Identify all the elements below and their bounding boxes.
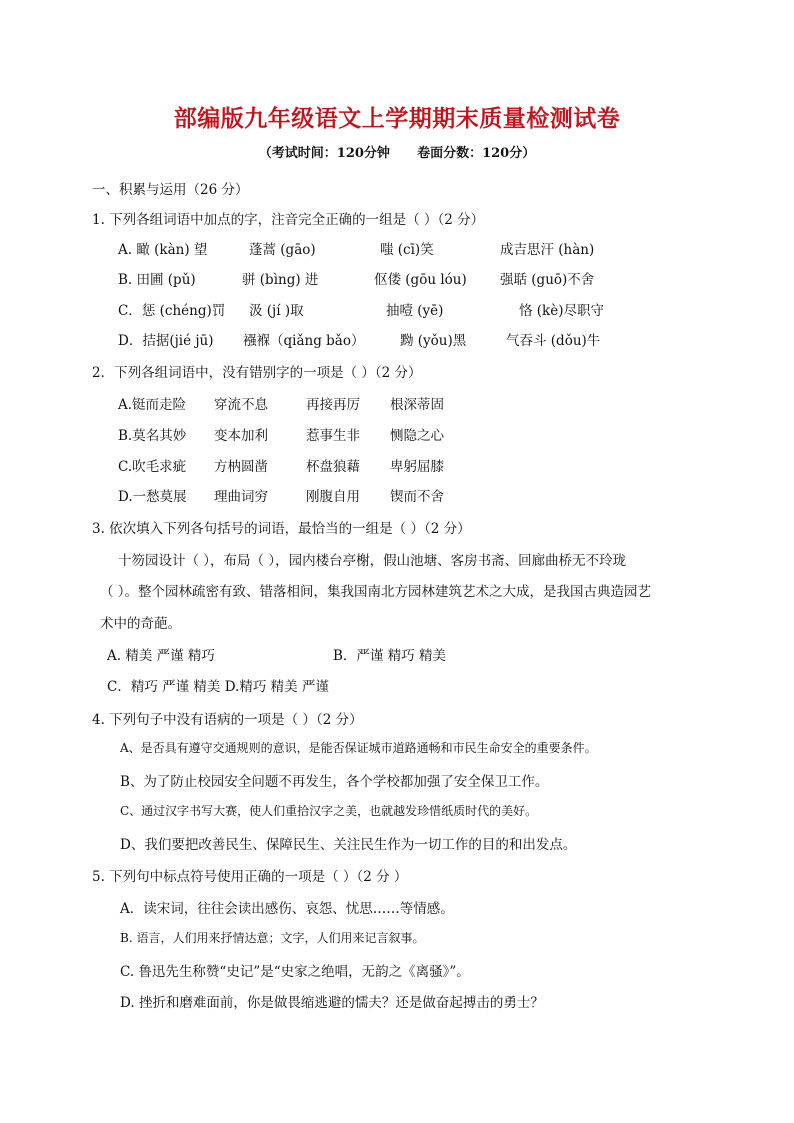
q5-option-a: A．读宋词，往往会读出感伤、哀怨、忧思……等情感。 (120, 901, 454, 917)
q2-option-a-2: 穿流不息 (214, 397, 268, 413)
q1-option-d-2: 襁褓（qiǎng bǎo） (243, 333, 365, 349)
q4-option-a: A、是否具有遵守交通规则的意识，是能否保证城市道路通畅和市民生命安全的重要条件。 (120, 741, 597, 755)
q2-option-b-3: 惹事生非 (306, 428, 360, 444)
question-1-stem: 1. 下列各组词语中加点的字，注音完全正确的一组是（ ）（2 分） (92, 212, 485, 228)
q2-option-a-3: 再接再厉 (306, 397, 360, 413)
q4-option-b: B、为了防止校园安全问题不再发生，各个学校都加强了安全保卫工作。 (120, 774, 549, 790)
q1-option-d-4: 气吞斗 (dǒu)牛 (506, 333, 601, 349)
q3-option-b: B．严谨 精巧 精美 (333, 648, 447, 664)
q3-option-c-d: C．精巧 严谨 精美 D.精巧 精美 严谨 (107, 679, 329, 695)
exam-title: 部编版九年级语文上学期期末质量检测试卷 (173, 106, 621, 132)
q1-option-b-3: 伛偻 (gōu lóu) (374, 272, 467, 288)
q3-passage-line-1: 十笏园设计（ ），布局（ ），园内楼台亭榭，假山池塘、客房书斋、回廊曲桥无不玲珑 (118, 553, 627, 569)
q2-option-b-2: 变本加利 (214, 428, 268, 444)
exam-subtitle: （考试时间：120分钟 卷面分数：120分） (258, 146, 536, 161)
q2-option-c-3: 杯盘狼藉 (306, 459, 360, 475)
q1-option-a-2: 蓬蒿 (gāo) (249, 242, 316, 258)
q1-option-a-4: 成吉思汗 (hàn) (500, 242, 595, 258)
question-5-stem: 5. 下列句中标点符号使用正确的一项是（ ）（2 分 ） (92, 869, 408, 885)
q2-option-b-1: B.莫名其妙 (118, 428, 187, 444)
q2-option-c-4: 卑躬屈膝 (390, 459, 444, 475)
question-2-stem: 2．下列各组词语中，没有错别字的一项是（ ）（2 分） (92, 365, 422, 381)
q1-option-c-2: 汲 (jí )取 (249, 303, 304, 319)
q5-option-b: B. 语言，人们用来抒情达意；文字，人们用来记言叙事。 (120, 931, 425, 945)
q1-option-d-3: 黝 (yǒu)黑 (400, 333, 467, 349)
q3-passage-line-3: 术中的奇葩。 (100, 616, 181, 632)
q2-option-d-1: D.一愁莫展 (118, 489, 187, 505)
q1-option-b-4: 强聒 (guō)不舍 (500, 272, 595, 288)
q5-option-c: C. 鲁迅先生称赞“史记”是“史家之绝唱，无韵之《离骚》”。 (120, 964, 470, 980)
q1-option-b-2: 骈 (bìng) 进 (242, 272, 319, 288)
q1-option-c-3: 抽噎 (yē) (386, 303, 444, 319)
question-3-stem: 3. 依次填入下列各句括号的词语，最恰当的一组是（ ）（2 分） (92, 521, 471, 537)
q2-option-a-1: A.铤而走险 (118, 397, 187, 413)
q4-option-c: C、通过汉字书写大赛，使人们重拾汉字之美，也就越发珍惜纸质时代的美好。 (120, 804, 538, 818)
q2-option-d-3: 刚腹自用 (306, 489, 360, 505)
q1-option-a-3: 嗤 (cī)笑 (380, 242, 434, 258)
section-heading: 一、积累与运用（26 分） (92, 182, 249, 198)
q3-passage-line-2: （ ）。整个园林疏密有致、错落相间，集我国南北方园林建筑艺术之大成，是我国古典造园艺 (100, 584, 652, 600)
q4-option-d: D、我们要把改善民生、保障民生、关注民生作为一切工作的目的和出发点。 (120, 837, 577, 853)
q2-option-d-4: 锲而不舍 (390, 489, 444, 505)
q5-option-d: D. 挫折和磨难面前，你是做畏缩逃避的懦夫？还是做奋起搏击的勇士？ (120, 995, 544, 1011)
q2-option-d-2: 理曲词穷 (214, 489, 268, 505)
q2-option-c-2: 方枘圆凿 (214, 459, 268, 475)
q3-option-a: A. 精美 严谨 精巧 (107, 648, 215, 664)
question-4-stem: 4. 下列句子中没有语病的一项是（ ）（2 分） (92, 712, 363, 728)
q2-option-a-4: 根深蒂固 (390, 397, 444, 413)
q1-option-c-4: 恪 (kè)尽职守 (519, 303, 604, 319)
q1-option-a-1: A. 瞰 (kàn) 望 (118, 242, 208, 258)
q1-option-c-1: C．惩 (chéng)罚 (118, 303, 226, 319)
q1-option-b-1: B. 田圃 (pǔ) (118, 272, 196, 288)
q1-option-d-1: D．拮据(jié jū) (118, 333, 214, 349)
q2-option-b-4: 恻隐之心 (390, 428, 444, 444)
q2-option-c-1: C.吹毛求疵 (118, 459, 187, 475)
